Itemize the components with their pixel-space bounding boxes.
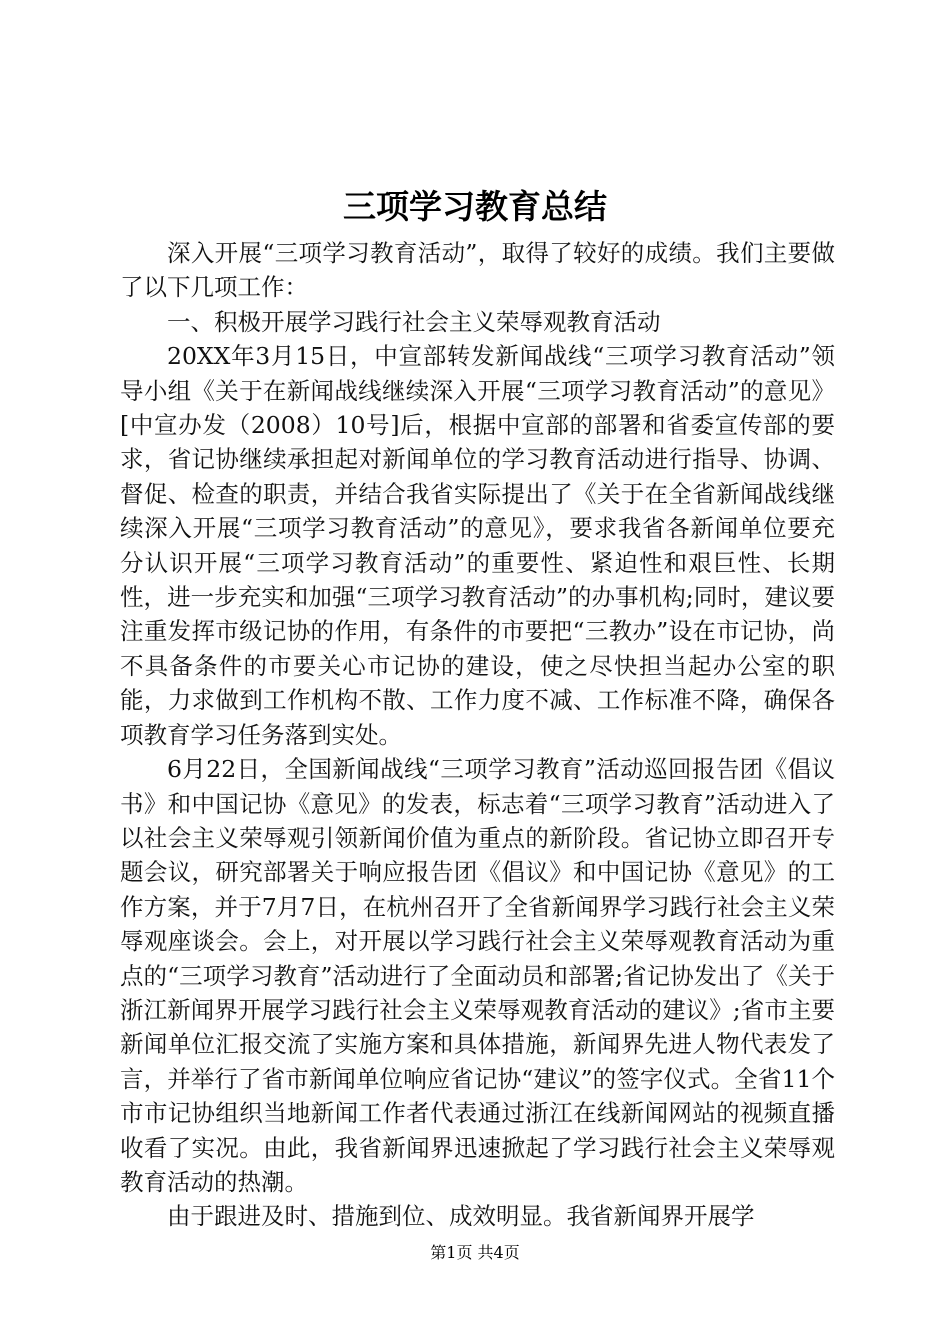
section-heading-1: 一、积极开展学习践行社会主义荣辱观教育活动 <box>167 307 661 336</box>
paragraph-intro: 深入开展“三项学习教育活动”，取得了较好的成绩。我们主要做了以下几项工作： <box>120 239 835 302</box>
document-body <box>120 236 835 1234</box>
page-number-footer: 第1页 共4页 <box>430 1243 520 1262</box>
paragraph-continued: 由于跟进及时、措施到位、成效明显。我省新闻界开展学 <box>167 1202 755 1231</box>
paragraph-june: 6月22日，全国新闻战线“三项学习教育”活动巡回报告团《倡议书》和中国记协《意见》的发表，标志着“三项学习教育”活动进入了以社会主义荣辱观引领新闻价值为重点的新阶段。省记协立即召开专题会议，研究部署关于响应报告团《倡议》和中国记协《意见》的工作方案，并于7月7日，在杭州召开了全省新闻界学习践行社会主义荣辱观座谈会。会上，对开展以学习践行社会主义荣辱观教育活动为重点的“三项学习教育”活动进行了全面动员和部署;省记协发出了《关于浙江新闻界开展学习践行社会主义荣辱观教育活动的建议》;省市主要新闻单位汇报交流了实施方案和具体措施，新闻界先进人物代表发了言，并举行了省市新闻单位响应省记协“建议”的签字仪式。全省11个市市记协组织当地新闻工作者代表通过浙江在线新闻网站的视频直播收看了实况。由此，我省新闻界迅速掀起了学习践行社会主义荣辱观教育活动的热潮。 <box>120 755 835 1196</box>
paragraph-march: 20XX年3月15日，中宣部转发新闻战线“三项学习教育活动”领导小组《关于在新闻战线继续深入开展“三项学习教育活动”的意见》[中宣办发（2008）10号]后，根据中宣部的部署和省委宣传部的要求，省记协继续承担起对新闻单位的学习教育活动进行指导、协调、督促、检查的职责，并结合我省实际提出了《关于在全省新闻战线继续深入开展“三项学习教育活动”的意见》，要求我省各新闻单位要充分认识开展“三项学习教育活动”的重要性、紧迫性和艰巨性、长期性，进一步充实和加强“三项学习教育活动”的办事机构;同时，建议要注重发挥市级记协的作用，有条件的市要把“三教办”设在市记协，尚不具备条件的市要关心市记协的建设，使之尽快担当起办公室的职能，力求做到工作机构不散、工作力度不减、工作标准不降，确保各项教育学习任务落到实处。 <box>120 342 835 749</box>
document-title: 三项学习教育总结 <box>343 187 607 226</box>
